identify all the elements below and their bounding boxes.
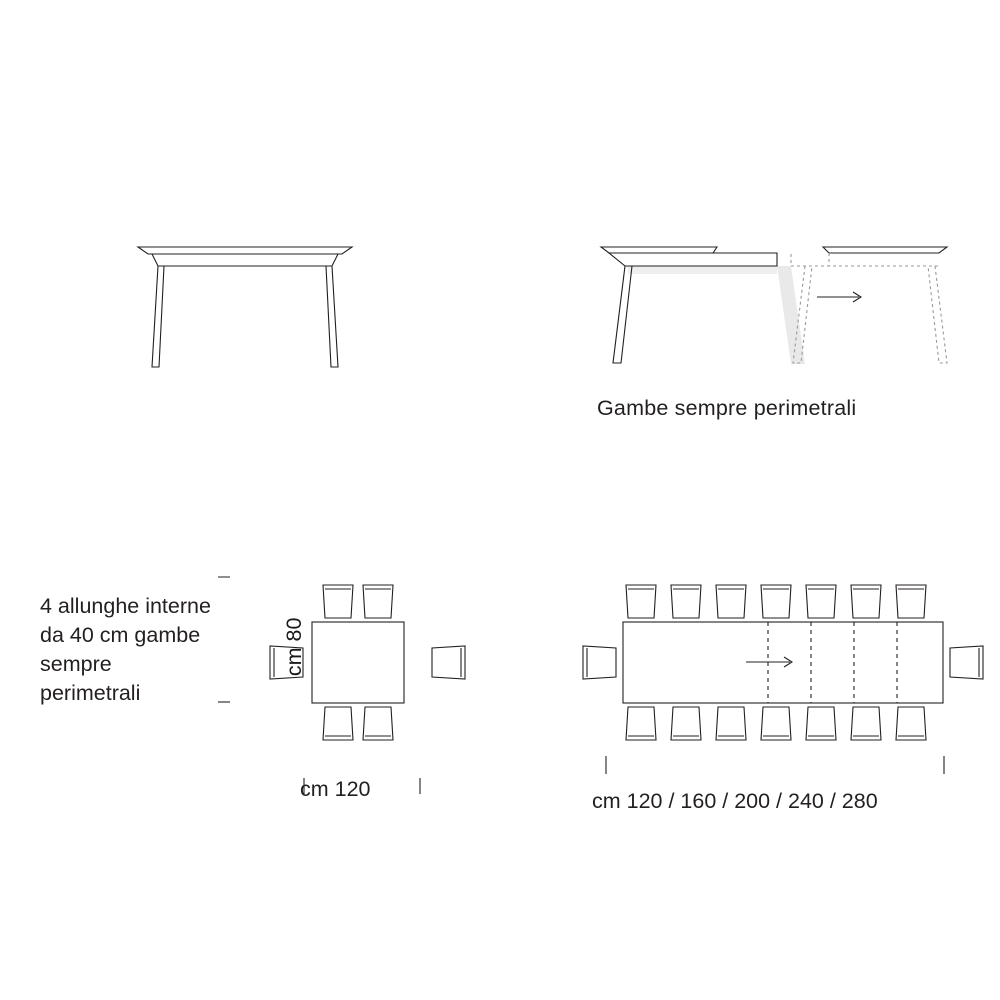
- width-large-label: cm 120 / 160 / 200 / 240 / 280: [592, 789, 878, 813]
- width-large-ticks: [600, 752, 955, 774]
- width-small-label: cm 120: [300, 777, 371, 801]
- plan-view-extended-drawing: [578, 580, 988, 745]
- legs-caption: Gambe sempre perimetrali: [597, 396, 857, 420]
- front-elevation-drawing: [130, 230, 360, 390]
- extensions-note: 4 allunghe interne da 40 cm gambe sempre perimetrali: [40, 594, 211, 705]
- side-elevation-extended-drawing: [595, 230, 955, 380]
- depth-dimension: [232, 618, 332, 700]
- depth-label: cm 80: [282, 617, 306, 677]
